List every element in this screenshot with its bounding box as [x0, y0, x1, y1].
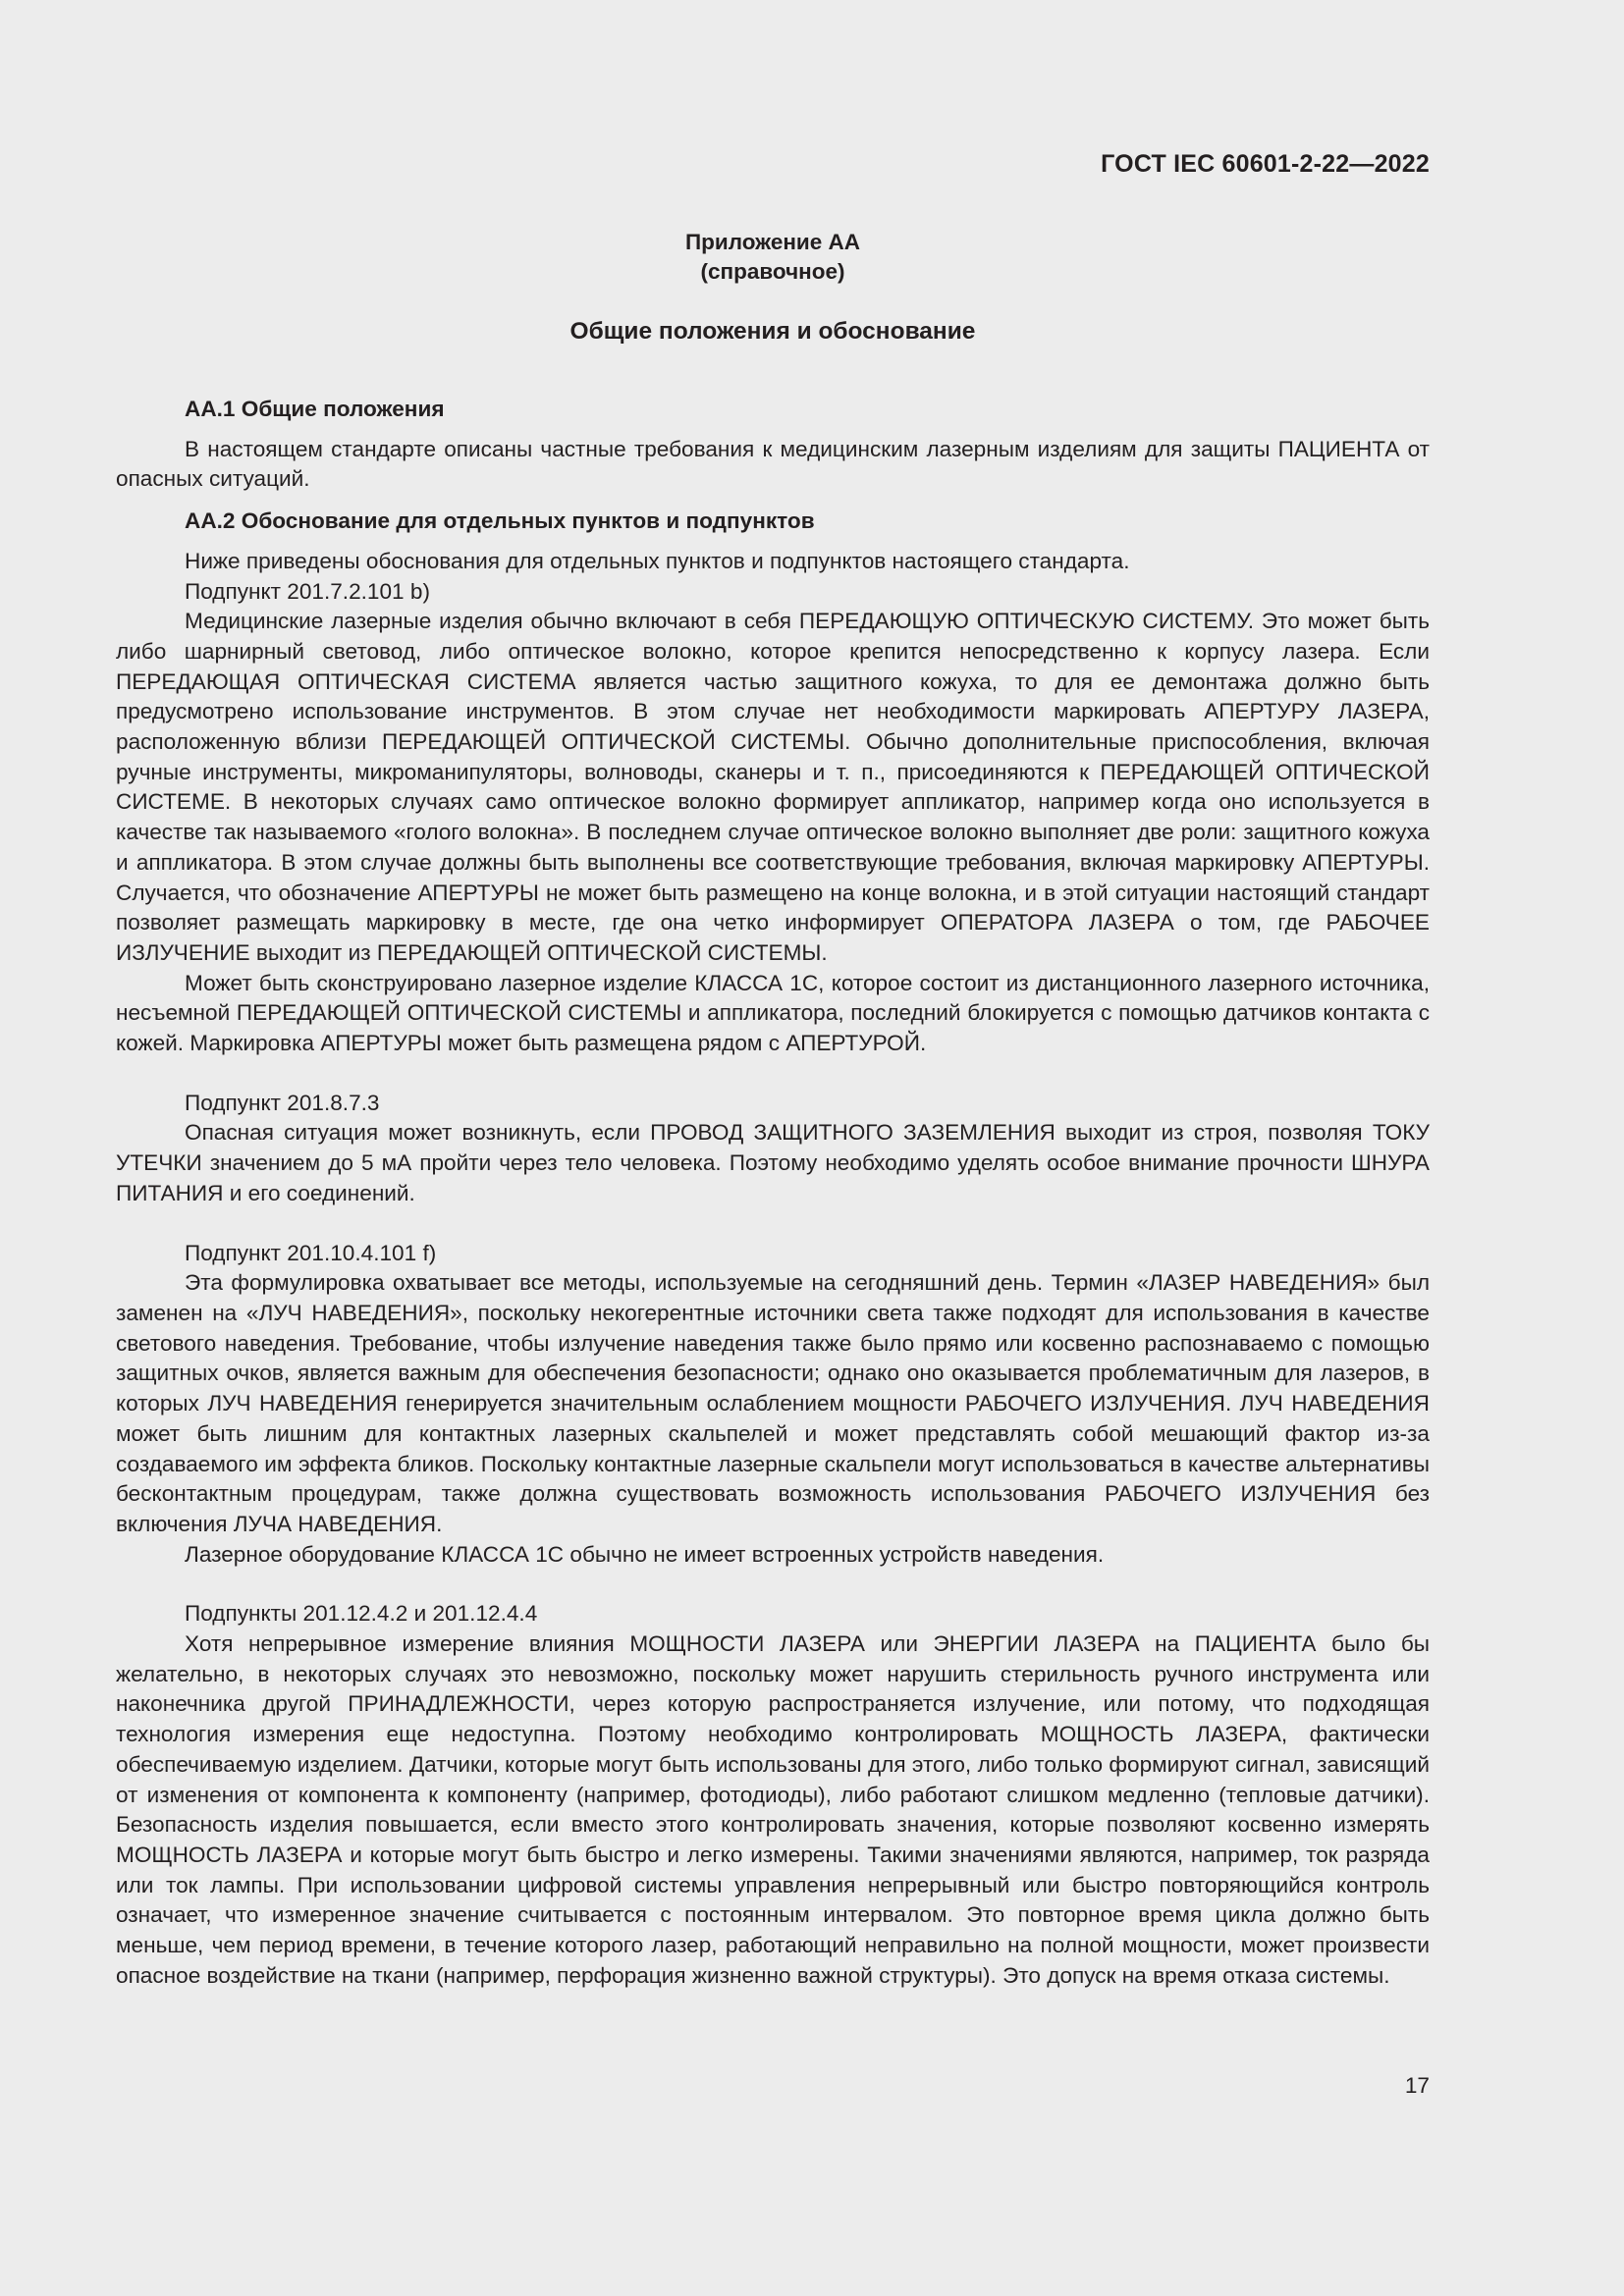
appendix-subtitle: (справочное): [700, 259, 845, 284]
section-heading-aa1: АА.1 Общие положения: [185, 397, 445, 421]
paragraph: Опасная ситуация может возникнуть, если ПРОВОД ЗАЩИТНОГО ЗАЗЕМЛЕНИЯ выходит из строя, позволяя ТОКУ УТЕЧКИ значением до 5 мА пройти через тело человека. Поэтому необходимо уделять особое внимание прочности ШНУРА ПИТАНИЯ и его соединений.: [116, 1120, 1430, 1205]
section-heading-aa2: АА.2 Обоснование для отдельных пунктов и подпунктов: [185, 508, 815, 534]
paragraph: В настоящем стандарте описаны частные требования к медицинским лазерным изделиям для защиты ПАЦИЕНТА от опасных ситуаций.: [116, 436, 1430, 492]
paragraph: Эта формулировка охватывает все методы, используемые на сегодняшний день. Термин «ЛАЗЕР НАВЕДЕНИЯ» был заменен на «ЛУЧ НАВЕДЕНИЯ», поскольку некогерентные источники света также подходят для использования в качестве светового наведения. Требование, чтобы излучение наведения также было прямо или косвенно распознаваемо с помощью защитных очков, является важным для обеспечения безопасности; однако оно оказывается проблематичным для лазеров, в которых ЛУЧ НАВЕДЕНИЯ генерируется значительным ослаблением мощности РАБОЧЕГО ИЗЛУЧЕНИЯ. ЛУЧ НАВЕДЕНИЯ может быть лишним для контактных лазерных скальпелей и может представлять собой мешающий фактор из-за создаваемого им эффекта бликов. Поскольку контактные лазерные скальпели могут использоваться в качестве альтернативы бесконтактным процедурам, также должна существовать возможность использования РАБОЧЕГО ИЗЛУЧЕНИЯ без включения ЛУЧА НАВЕДЕНИЯ.: [116, 1270, 1430, 1536]
appendix-heading: [0, 228, 1545, 287]
subclause-label: Подпункты 201.12.4.2 и 201.12.4.4: [185, 1601, 538, 1627]
paragraph: Ниже приведены обоснования для отдельных пунктов и подпунктов настоящего стандарта.: [185, 548, 1130, 573]
paragraph: Медицинские лазерные изделия обычно включают в себя ПЕРЕДАЮЩУЮ ОПТИЧЕСКУЮ СИСТЕМУ. Это может быть либо шарнирный световод, либо оптическое волокно, которое крепится непосредственно к корпусу лазера. Если ПЕРЕДАЮЩАЯ ОПТИЧЕСКАЯ СИСТЕМА является частью защитного кожуха, то для ее демонтажа должно быть предусмотрено использование инструментов. В этом случае нет необходимости маркировать АПЕРТУРУ ЛАЗЕРА, расположенную вблизи ПЕРЕДАЮЩЕЙ ОПТИЧЕСКОЙ СИСТЕМЫ. Обычно дополнительные приспособления, включая ручные инструменты, микроманипуляторы, волноводы, сканеры и т. п., присоединяются к ПЕРЕДАЮЩЕЙ ОПТИЧЕСКОЙ СИСТЕМЕ. В некоторых случаях само оптическое волокно формирует аппликатор, например когда оно используется в качестве так называемого «голого волокна». В последнем случае оптическое волокно выполняет две роли: защитного кожуха и аппликатора. В этом случае должны быть выполнены все соответствующие требования, включая маркировку АПЕРТУРЫ. Случается, что обозначение АПЕРТУРЫ не может быть размещено на конце волокна, и в этой ситуации настоящий стандарт позволяет размещать маркировку в месте, где она четко информирует ОПЕРАТОРА ЛАЗЕРА о том, где РАБОЧЕЕ ИЗЛУЧЕНИЕ выходит из ПЕРЕДАЮЩЕЙ ОПТИЧЕСКОЙ СИСТЕМЫ.: [116, 609, 1430, 965]
main-title: Общие положения и обоснование: [569, 318, 976, 345]
page-number: 17: [1404, 2073, 1430, 2098]
paragraph: Хотя непрерывное измерение влияния МОЩНОСТИ ЛАЗЕРА или ЭНЕРГИИ ЛАЗЕРА на ПАЦИЕНТА было бы желательно, в некоторых случаях это невозможно, поскольку может нарушить стерильность ручного инструмента или наконечника другой ПРИНАДЛЕЖНОСТИ, через которую распространяется излучение, или потому, что подходящая технология измерения еще недоступна. Поэтому необходимо контролировать МОЩНОСТЬ ЛАЗЕРА, фактически обеспечиваемую изделием. Датчики, которые могут быть использованы для этого, либо только формируют сигнал, зависящий от изменения от компонента к компоненту (например, фотодиоды), либо работают слишком медленно (тепловые датчики). Безопасность изделия повышается, если вместо этого контролировать значения, которые позволяют косвенно измерять МОЩНОСТЬ ЛАЗЕРА и которые могут быть быстро и легко измерены. Такими значениями являются, например, ток разряда или ток лампы. При использовании цифровой системы управления непрерывный или быстро повторяющийся контроль означает, что измеренное значение считывается с постоянным интервалом. Это повторное время цикла должно быть меньше, чем период времени, в течение которого лазер, работающий неправильно на полной мощности, может произвести опасное воздействие на ткани (например, перфорация жизненно важной структуры). Это допуск на время отказа системы.: [116, 1631, 1430, 1988]
paragraph: Может быть сконструировано лазерное изделие КЛАССА 1С, которое состоит из дистанционного лазерного источника, несъемной ПЕРЕДАЮЩЕЙ ОПТИЧЕСКОЙ СИСТЕМЫ и аппликатора, последний блокируется с помощью датчиков контакта с кожей. Маркировка АПЕРТУРЫ может быть размещена рядом с АПЕРТУРОЙ.: [116, 970, 1430, 1056]
paragraph: Лазерное оборудование КЛАССА 1С обычно не имеет встроенных устройств наведения.: [185, 1541, 1105, 1567]
document-body: [116, 395, 1430, 1991]
subclause-label: Подпункт 201.10.4.101 f): [185, 1240, 437, 1265]
subclause-label: Подпункт 201.8.7.3: [185, 1090, 380, 1115]
document-code: ГОСТ IEC 60601-2-22—2022: [1101, 150, 1430, 178]
subclause-label: Подпункт 201.7.2.101 b): [185, 578, 430, 604]
appendix-title: Приложение АА: [684, 230, 861, 254]
